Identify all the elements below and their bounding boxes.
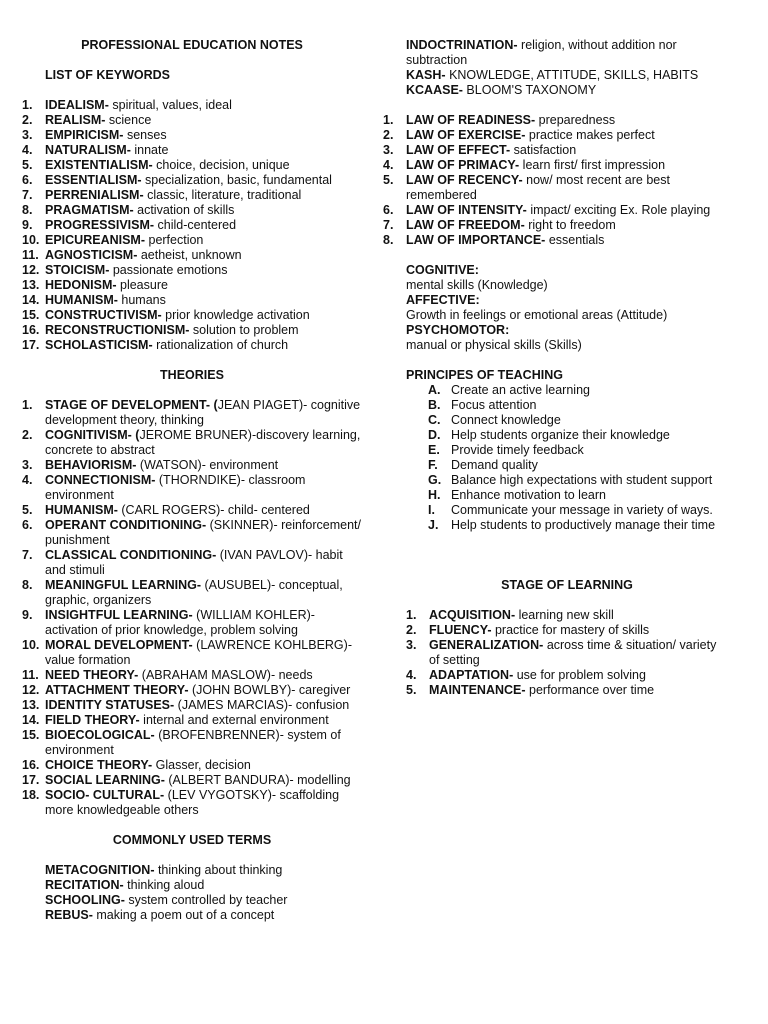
item-description: right to freedom xyxy=(524,218,616,232)
item-number: 4. xyxy=(406,668,417,682)
list-item xyxy=(22,128,362,143)
item-description: thinking about thinking xyxy=(154,863,283,877)
item-term: LAW OF EFFECT- xyxy=(406,143,511,157)
term-row xyxy=(45,893,362,908)
item-letter: A. xyxy=(428,383,441,397)
list-item xyxy=(383,113,728,128)
item-term: BIOECOLOGICAL- xyxy=(45,728,155,742)
theories-heading: THEORIES xyxy=(160,368,224,382)
principle-item xyxy=(428,488,728,503)
list-item xyxy=(383,218,728,233)
item-term: LAW OF RECENCY- xyxy=(406,173,523,187)
item-description: essentials xyxy=(545,233,605,247)
domain-label: PSYCHOMOTOR: xyxy=(406,323,510,337)
item-number: 7. xyxy=(383,218,394,232)
item-number: 6. xyxy=(383,203,394,217)
item-description: preparedness xyxy=(535,113,616,127)
list-item xyxy=(22,323,362,338)
item-term: ACQUISITION- xyxy=(429,608,516,622)
item-description: (LAWRENCE KOHLBERG)- value formation xyxy=(45,638,352,667)
item-term: HUMANISM- xyxy=(45,503,118,517)
item-description: (CARL ROGERS)- child- centered xyxy=(117,503,310,517)
item-description: rationalization of church xyxy=(152,338,289,352)
laws-list xyxy=(383,113,728,248)
list-item xyxy=(22,188,362,203)
item-description: KNOWLEDGE, ATTITUDE, SKILLS, HABITS xyxy=(445,68,699,82)
term-row xyxy=(45,863,362,878)
item-number: 16. xyxy=(22,758,40,772)
item-term: KCAASE- xyxy=(406,83,463,97)
principle-item xyxy=(428,443,728,458)
term-row xyxy=(406,83,728,98)
left-column xyxy=(22,38,362,923)
item-number: 2. xyxy=(22,113,33,127)
term-row xyxy=(406,38,728,68)
item-number: 2. xyxy=(383,128,394,142)
list-item xyxy=(383,128,728,143)
item-description: (IVAN PAVLOV)- habit and stimuli xyxy=(45,548,343,577)
domain-description: mental skills (Knowledge) xyxy=(406,278,548,292)
item-description: thinking aloud xyxy=(123,878,205,892)
item-term: STAGE OF DEVELOPMENT- ( xyxy=(45,398,218,412)
item-text: Focus attention xyxy=(451,398,537,412)
principle-item xyxy=(428,413,728,428)
item-text: Create an active learning xyxy=(451,383,590,397)
domain-label: AFFECTIVE: xyxy=(406,293,480,307)
item-number: 2. xyxy=(406,623,417,637)
item-description: use for problem solving xyxy=(513,668,646,682)
item-term: PROGRESSIVISM- xyxy=(45,218,155,232)
domains-list xyxy=(383,263,728,353)
item-description: performance over time xyxy=(525,683,655,697)
item-description: across time & situation/ variety of setting xyxy=(429,638,717,667)
item-term: HEDONISM- xyxy=(45,278,117,292)
list-item xyxy=(22,473,362,503)
item-term: NEED THEORY- xyxy=(45,668,139,682)
domain-label: COGNITIVE: xyxy=(406,263,479,277)
item-description: (SKINNER)- reinforcement/ punishment xyxy=(45,518,362,547)
item-description: aetheist, unknown xyxy=(137,248,242,262)
item-number: 10. xyxy=(22,233,40,247)
item-term: GENERALIZATION- xyxy=(429,638,544,652)
item-description: (JOHN BOWLBY)- caregiver xyxy=(188,683,351,697)
item-term: EXISTENTIALISM- xyxy=(45,158,153,172)
list-item xyxy=(22,458,362,473)
item-description: passionate emotions xyxy=(109,263,228,277)
list-item xyxy=(406,668,728,683)
item-term: INDOCTRINATION- xyxy=(406,38,518,52)
list-item xyxy=(22,578,362,608)
item-description: senses xyxy=(123,128,167,142)
item-description: impact/ exciting Ex. Role playing xyxy=(526,203,711,217)
list-item xyxy=(22,158,362,173)
item-term: IDEALISM- xyxy=(45,98,109,112)
item-number: 5. xyxy=(406,683,417,697)
item-term: OPERANT CONDITIONING- xyxy=(45,518,207,532)
list-item xyxy=(22,683,362,698)
item-letter: I. xyxy=(428,503,435,517)
item-term: FIELD THEORY- xyxy=(45,713,140,727)
term-row xyxy=(45,908,362,923)
item-number: 18. xyxy=(22,788,40,802)
item-description: science xyxy=(105,113,152,127)
item-number: 13. xyxy=(22,698,40,712)
principle-item xyxy=(428,428,728,443)
item-term: KASH- xyxy=(406,68,446,82)
item-text: Connect knowledge xyxy=(451,413,561,427)
item-term: CLASSICAL CONDITIONING- xyxy=(45,548,217,562)
item-number: 6. xyxy=(22,173,33,187)
list-item xyxy=(22,548,362,578)
item-number: 11. xyxy=(22,668,39,682)
principle-item xyxy=(428,398,728,413)
item-term: MEANINGFUL LEARNING- xyxy=(45,578,202,592)
right-column xyxy=(383,38,728,698)
list-item xyxy=(22,788,362,818)
item-term: CONSTRUCTIVISM- xyxy=(45,308,162,322)
item-term: LAW OF IMPORTANCE- xyxy=(406,233,546,247)
item-description: perfection xyxy=(145,233,204,247)
item-description: satisfaction xyxy=(510,143,577,157)
item-description: prior knowledge activation xyxy=(161,308,310,322)
keywords-list xyxy=(22,98,362,353)
item-description: specialization, basic, fundamental xyxy=(141,173,332,187)
item-number: 3. xyxy=(22,458,33,472)
item-number: 5. xyxy=(22,158,33,172)
theories-list xyxy=(22,398,362,818)
item-description: (JAMES MARCIAS)- confusion xyxy=(174,698,350,712)
principle-item xyxy=(428,458,728,473)
item-number: 2. xyxy=(22,428,33,442)
item-description: humans xyxy=(117,293,166,307)
list-item xyxy=(406,683,728,698)
item-term: REBUS- xyxy=(45,908,93,922)
item-number: 15. xyxy=(22,728,40,742)
right-terms-list xyxy=(383,38,728,98)
item-term: EPICUREANISM- xyxy=(45,233,146,247)
item-term: LAW OF PRIMACY- xyxy=(406,158,520,172)
item-description: making a poem out of a concept xyxy=(92,908,275,922)
item-description: system controlled by teacher xyxy=(124,893,288,907)
stages-list xyxy=(383,608,728,698)
item-number: 4. xyxy=(22,143,33,157)
item-description: practice makes perfect xyxy=(525,128,655,142)
list-item xyxy=(22,713,362,728)
item-term: ADAPTATION- xyxy=(429,668,514,682)
item-number: 10. xyxy=(22,638,40,652)
item-term: AGNOSTICISM- xyxy=(45,248,138,262)
item-number: 9. xyxy=(22,218,33,232)
list-item xyxy=(22,308,362,323)
item-number: 13. xyxy=(22,278,40,292)
item-description: internal and external environment xyxy=(139,713,329,727)
item-letter: B. xyxy=(428,398,441,412)
list-item xyxy=(22,758,362,773)
terms-heading: COMMONLY USED TERMS xyxy=(112,833,272,847)
list-item xyxy=(22,638,362,668)
item-term: IDENTITY STATUSES- xyxy=(45,698,175,712)
item-number: 7. xyxy=(22,548,33,562)
item-description: (THORNDIKE)- classroom environment xyxy=(45,473,306,502)
list-item xyxy=(22,503,362,518)
list-item xyxy=(22,248,362,263)
item-number: 14. xyxy=(22,293,40,307)
item-text: Balance high expectations with student support xyxy=(451,473,713,487)
item-number: 11. xyxy=(22,248,39,262)
list-item xyxy=(383,173,728,203)
item-letter: F. xyxy=(428,458,438,472)
item-term: SCHOLASTICISM- xyxy=(45,338,153,352)
item-description: JEROME BRUNER)-discovery learning, concrete to abstract xyxy=(45,428,361,457)
item-text: Enhance motivation to learn xyxy=(451,488,606,502)
item-description: spiritual, values, ideal xyxy=(108,98,232,112)
item-term: CHOICE THEORY- xyxy=(45,758,153,772)
item-number: 16. xyxy=(22,323,40,337)
list-item xyxy=(22,218,362,233)
list-item xyxy=(22,293,362,308)
item-term: SCHOOLING- xyxy=(45,893,125,907)
list-item xyxy=(406,623,728,638)
item-number: 3. xyxy=(406,638,417,652)
item-description: classic, literature, traditional xyxy=(143,188,302,202)
item-number: 3. xyxy=(383,143,394,157)
list-item xyxy=(383,158,728,173)
item-description: learning new skill xyxy=(515,608,614,622)
principle-item xyxy=(428,473,728,488)
list-item xyxy=(22,728,362,758)
item-number: 4. xyxy=(383,158,394,172)
item-number: 9. xyxy=(22,608,33,622)
item-text: Communicate your message in variety of ways. xyxy=(451,503,713,517)
item-number: 5. xyxy=(22,503,33,517)
item-term: PRAGMATISM- xyxy=(45,203,134,217)
list-item xyxy=(22,143,362,158)
item-term: MAINTENANCE- xyxy=(429,683,526,697)
item-letter: H. xyxy=(428,488,441,502)
item-letter: C. xyxy=(428,413,441,427)
terms-list xyxy=(22,863,362,923)
item-number: 1. xyxy=(22,398,33,412)
item-term: EMPIRICISM- xyxy=(45,128,124,142)
item-description: Glasser, decision xyxy=(152,758,251,772)
item-description: (WATSON)- environment xyxy=(136,458,279,472)
stage-heading: STAGE OF LEARNING xyxy=(501,578,633,592)
domain-description: manual or physical skills (Skills) xyxy=(406,338,582,352)
item-description: choice, decision, unique xyxy=(152,158,290,172)
item-description: religion, without addition nor subtraction xyxy=(406,38,677,67)
list-item xyxy=(22,278,362,293)
item-description: pleasure xyxy=(116,278,168,292)
item-number: 12. xyxy=(22,683,40,697)
item-description: activation of skills xyxy=(133,203,235,217)
list-item xyxy=(22,773,362,788)
item-number: 12. xyxy=(22,263,40,277)
item-term: METACOGNITION- xyxy=(45,863,155,877)
item-number: 7. xyxy=(22,188,33,202)
term-row xyxy=(406,68,728,83)
principles-list xyxy=(383,383,728,533)
domain-description: Growth in feelings or emotional areas (Attitude) xyxy=(406,308,668,322)
item-term: HUMANISM- xyxy=(45,293,118,307)
item-term: PERRENIALISM- xyxy=(45,188,144,202)
page-title: PROFESSIONAL EDUCATION NOTES xyxy=(81,38,303,52)
item-number: 1. xyxy=(22,98,33,112)
item-number: 17. xyxy=(22,338,40,352)
item-term: RECITATION- xyxy=(45,878,124,892)
item-text: Help students organize their knowledge xyxy=(451,428,670,442)
item-letter: G. xyxy=(428,473,442,487)
list-item xyxy=(22,113,362,128)
item-description: (AUSUBEL)- conceptual, graphic, organizers xyxy=(45,578,343,607)
item-description: (WILLIAM KOHLER)- activation of prior knowledge, problem solving xyxy=(45,608,315,637)
item-text: Demand quality xyxy=(451,458,538,472)
list-item xyxy=(383,203,728,218)
item-number: 1. xyxy=(406,608,417,622)
item-number: 14. xyxy=(22,713,40,727)
item-letter: J. xyxy=(428,518,439,532)
list-item xyxy=(383,233,728,248)
item-description: (LEV VYGOTSKY)- scaffolding more knowledgeable others xyxy=(45,788,340,817)
item-description: solution to problem xyxy=(189,323,299,337)
list-item xyxy=(22,608,362,638)
item-number: 8. xyxy=(22,578,33,592)
item-number: 3. xyxy=(22,128,33,142)
list-item xyxy=(406,608,728,623)
item-term: LAW OF READINESS- xyxy=(406,113,536,127)
list-item xyxy=(22,203,362,218)
item-description: (BROFENBRENNER)- system of environment xyxy=(45,728,341,757)
item-description: (ABRAHAM MASLOW)- needs xyxy=(138,668,313,682)
item-description: innate xyxy=(130,143,169,157)
principle-item xyxy=(428,383,728,398)
list-item xyxy=(22,698,362,713)
list-item xyxy=(22,428,362,458)
item-description: BLOOM'S TAXONOMY xyxy=(462,83,597,97)
item-letter: D. xyxy=(428,428,441,442)
list-item xyxy=(22,668,362,683)
list-item xyxy=(22,518,362,548)
item-description: learn first/ first impression xyxy=(519,158,666,172)
item-letter: E. xyxy=(428,443,440,457)
item-number: 1. xyxy=(383,113,394,127)
item-text: Help students to productively manage their time xyxy=(451,518,716,532)
item-term: NATURALISM- xyxy=(45,143,131,157)
item-term: SOCIAL LEARNING- xyxy=(45,773,165,787)
list-item xyxy=(22,173,362,188)
item-term: INSIGHTFUL LEARNING- xyxy=(45,608,193,622)
item-description: now/ most recent are best remembered xyxy=(406,173,670,202)
principles-heading: PRINCIPES OF TEACHING xyxy=(406,368,563,382)
item-number: 8. xyxy=(22,203,33,217)
item-term: LAW OF EXERCISE- xyxy=(406,128,526,142)
item-text: Provide timely feedback xyxy=(451,443,584,457)
item-term: LAW OF INTENSITY- xyxy=(406,203,527,217)
list-item xyxy=(22,98,362,113)
item-term: STOICISM- xyxy=(45,263,110,277)
list-item xyxy=(22,338,362,353)
item-number: 17. xyxy=(22,773,40,787)
item-number: 8. xyxy=(383,233,394,247)
list-item xyxy=(22,398,362,428)
principle-item xyxy=(428,518,728,533)
item-number: 6. xyxy=(22,518,33,532)
list-item xyxy=(383,143,728,158)
item-term: RECONSTRUCTIONISM- xyxy=(45,323,190,337)
item-number: 4. xyxy=(22,473,33,487)
item-term: COGNITIVISM- ( xyxy=(45,428,140,442)
keywords-heading: LIST OF KEYWORDS xyxy=(45,68,170,82)
term-row xyxy=(45,878,362,893)
item-description: JEAN PIAGET)- cognitive development theory, thinking xyxy=(45,398,361,427)
item-term: MORAL DEVELOPMENT- xyxy=(45,638,193,652)
item-term: LAW OF FREEDOM- xyxy=(406,218,525,232)
item-term: REALISM- xyxy=(45,113,106,127)
item-number: 5. xyxy=(383,173,394,187)
item-term: ATTACHMENT THEORY- xyxy=(45,683,189,697)
list-item xyxy=(22,263,362,278)
item-term: BEHAVIORISM- xyxy=(45,458,137,472)
item-term: FLUENCY- xyxy=(429,623,492,637)
item-number: 15. xyxy=(22,308,40,322)
item-term: CONNECTIONISM- xyxy=(45,473,156,487)
principle-item xyxy=(428,503,728,518)
item-description: child-centered xyxy=(154,218,237,232)
item-description: (ALBERT BANDURA)- modelling xyxy=(164,773,351,787)
item-term: SOCIO- CULTURAL- xyxy=(45,788,165,802)
list-item xyxy=(22,233,362,248)
list-item xyxy=(406,638,728,668)
item-description: practice for mastery of skills xyxy=(491,623,650,637)
item-term: ESSENTIALISM- xyxy=(45,173,142,187)
